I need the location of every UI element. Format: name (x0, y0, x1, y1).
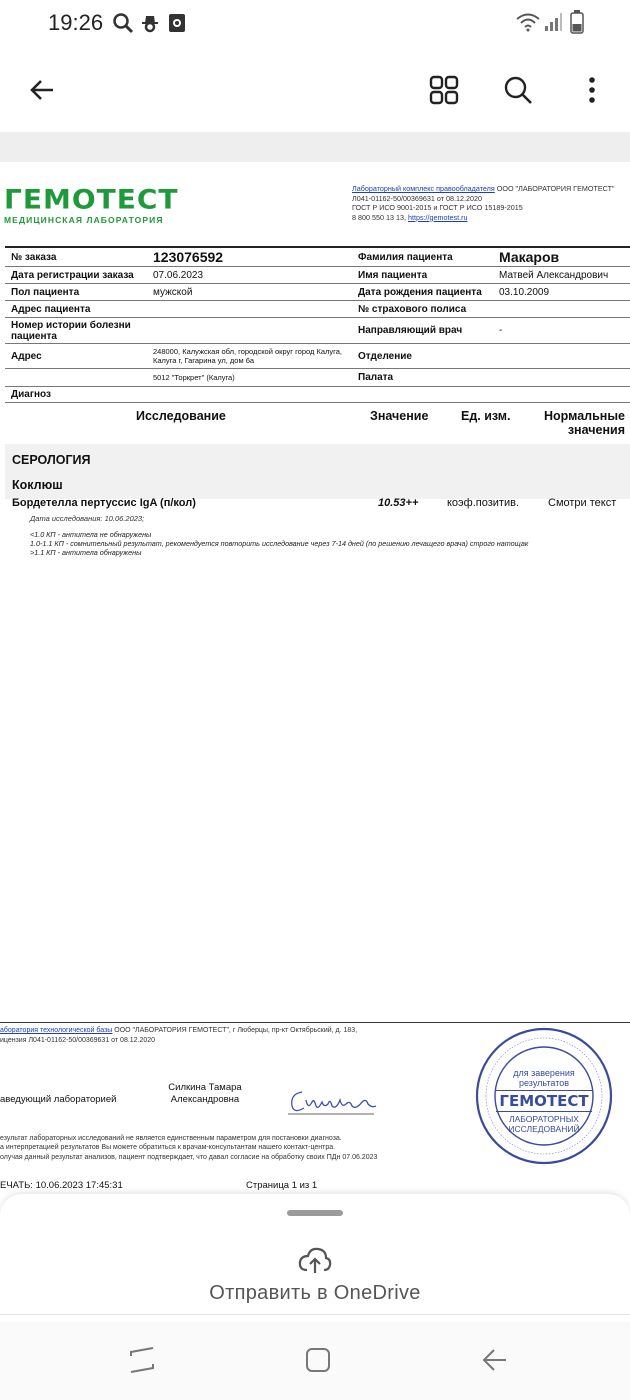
policy-label: № страхового полиса (352, 301, 493, 318)
logo-title: ГЕМОТЕСТ (4, 183, 179, 216)
footer-lab-info: аборатория технологической базы ООО "ЛАБОРАТОРИЯ ГЕМОТЕСТ", г Люберцы, пр-кт Октябрьский, д. 183, ицензия Л041-01162-50/00369631 от 08.12.2020 (0, 1027, 358, 1044)
lab-info: Лабораторный комплекс правообладателя ООО "ЛАБОРАТОРИЯ ГЕМОТЕСТ" Л041-01162-50/00369631 от 08.12.2020 ГОСТ Р ИСО 9001-2015 и ГОСТ Р ИСО 15189-2015 8 800 550 13 13, https://gemotest.ru (352, 184, 615, 222)
send-to-onedrive-button[interactable]: Отправить в OneDrive (209, 1282, 421, 1304)
footer-divider (0, 1022, 630, 1023)
policy-value (493, 301, 630, 318)
gemotest-logo (4, 183, 179, 225)
name-label: Имя пациента (352, 267, 493, 284)
site-label (5, 369, 147, 387)
test-name: Бордетелла пертуссис IgA (п/кол) (12, 497, 196, 509)
test-date: Дата исследования: 10.06.2023; (30, 514, 145, 523)
col-unit: Ед. изм. (461, 409, 511, 423)
home-button[interactable] (304, 1346, 332, 1379)
subsection-title: Коклюш (12, 478, 63, 492)
incognito-status-icon (140, 12, 160, 39)
grid-view-icon (429, 75, 459, 105)
ward-label: Палата (352, 369, 493, 387)
grid-view-button[interactable] (420, 66, 468, 114)
back-button[interactable] (18, 66, 66, 114)
status-time: 19:26 (48, 10, 104, 35)
department-label: Отделение (352, 344, 493, 369)
sex-label: Пол пациента (5, 284, 147, 301)
doctor-label: Направляющий врач (352, 318, 493, 344)
search-status-icon (112, 12, 134, 39)
system-nav-bar (0, 1322, 630, 1400)
patient-address-value (147, 301, 352, 318)
app-bar (0, 52, 630, 130)
stamp-line1: для заверения (513, 1068, 575, 1078)
arrow-left-icon (28, 76, 56, 104)
stamp-line2: результатов (518, 1078, 570, 1088)
department-value (493, 344, 630, 369)
gemotest-site-link[interactable]: https://gemotest.ru (407, 212, 468, 222)
logo-subtitle: МЕДИЦИНСКАЯ ЛАБОРАТОРИЯ (4, 215, 164, 225)
head-of-lab-title: аведующий лабораторией (0, 1094, 117, 1105)
ward-value (493, 369, 630, 387)
section-bar (5, 444, 630, 499)
more-vert-icon (587, 75, 597, 105)
more-options-button[interactable] (568, 66, 616, 114)
surname-value: Макаров (493, 247, 630, 267)
address-label: Адрес (5, 344, 147, 369)
cloud-upload-icon[interactable] (298, 1246, 332, 1279)
back-nav-button[interactable] (480, 1346, 508, 1379)
page-number: Страница 1 из 1 (246, 1180, 318, 1191)
stamp-brand: ГЕМОТЕСТ (499, 1092, 589, 1110)
document-page[interactable] (0, 162, 630, 1210)
stamp-line4: ИССЛЕДОВАНИЙ (508, 1124, 580, 1134)
address-value: 248000, Калужская обл, городской округ город Калуга, Калуга г, Гагарина ул, дом 6а (147, 344, 352, 369)
order-value: 123076592 (147, 247, 352, 267)
surname-label: Фамилия пациента (352, 247, 493, 267)
signature (288, 1084, 380, 1123)
battery-icon (570, 10, 584, 39)
home-icon (304, 1346, 332, 1374)
lab-stamp (474, 1026, 614, 1166)
test-norm: Смотри текст (548, 497, 617, 509)
stamp-line3: ЛАБОРАТОРНЫХ (509, 1114, 579, 1124)
diagnosis-value (147, 387, 352, 403)
wifi-icon (515, 12, 541, 37)
print-timestamp: ЕЧАТЬ: 10.06.2023 17:45:31 (0, 1180, 123, 1191)
note-line: 1.0-1.1 КП - сомнительный результат, рекомендуется повторить исследование через 7-14 дней (по решению лечащего врача) строго натощак (30, 539, 529, 548)
media-status-icon (168, 12, 186, 39)
order-label: № заказа (5, 247, 147, 267)
sex-value: мужской (147, 284, 352, 301)
doctor-value: - (493, 318, 630, 344)
dob-label: Дата рождения пациента (352, 284, 493, 301)
col-value: Значение (370, 409, 429, 423)
site-value: 5012 "Торкрет" (Калуга) (147, 369, 352, 387)
back-nav-icon (480, 1346, 508, 1374)
head-of-lab-name: Силкина Тамара Александровна (168, 1082, 242, 1105)
sheet-drag-handle[interactable] (287, 1210, 343, 1216)
section-title: СЕРОЛОГИЯ (12, 453, 91, 467)
lab-complex-link[interactable]: Лабораторный комплекс правообладателя (352, 184, 495, 193)
tech-base-link[interactable]: аборатория технологической базы (0, 1027, 113, 1034)
sheet-divider (0, 1314, 630, 1315)
history-value (147, 318, 352, 344)
recent-apps-icon (128, 1346, 156, 1374)
patient-address-label: Адрес пациента (5, 301, 147, 318)
history-label: Номер истории болезни пациента (5, 318, 147, 344)
name-value: Матвей Александрович (493, 267, 630, 284)
note-line: <1.0 КП - антитела не обнаружены (30, 530, 152, 539)
diagnosis-label: Диагноз (5, 387, 147, 403)
test-value: 10.53++ (378, 497, 419, 509)
status-bar (0, 0, 630, 50)
reg-date-label: Дата регистрации заказа (5, 267, 147, 284)
note-line: >1.1 КП - антитела обнаружены (30, 548, 142, 557)
test-unit: коэф.позитив. (447, 497, 519, 509)
search-icon (503, 75, 533, 105)
recent-apps-button[interactable] (128, 1346, 156, 1379)
disclaimer: езультат лабораторных исследований не является единственным параметром для постановки диагноза. а интерпретацией результатов Вы можете обратиться к врачам-консультантам нашего контакт-центра. олучая данный результат анализов, пациент подтверждает, что давал согласие на обработку своих ПДн 07.06.2023 (0, 1135, 378, 1161)
col-study: Исследование (136, 409, 226, 423)
signal-icon (544, 12, 562, 37)
dob-value: 03.10.2009 (493, 284, 630, 301)
viewer-background (0, 132, 630, 162)
col-norm: Нормальные значения (544, 409, 625, 437)
reg-date-value: 07.06.2023 (147, 267, 352, 284)
search-button[interactable] (494, 66, 542, 114)
patient-info-table (5, 246, 630, 403)
